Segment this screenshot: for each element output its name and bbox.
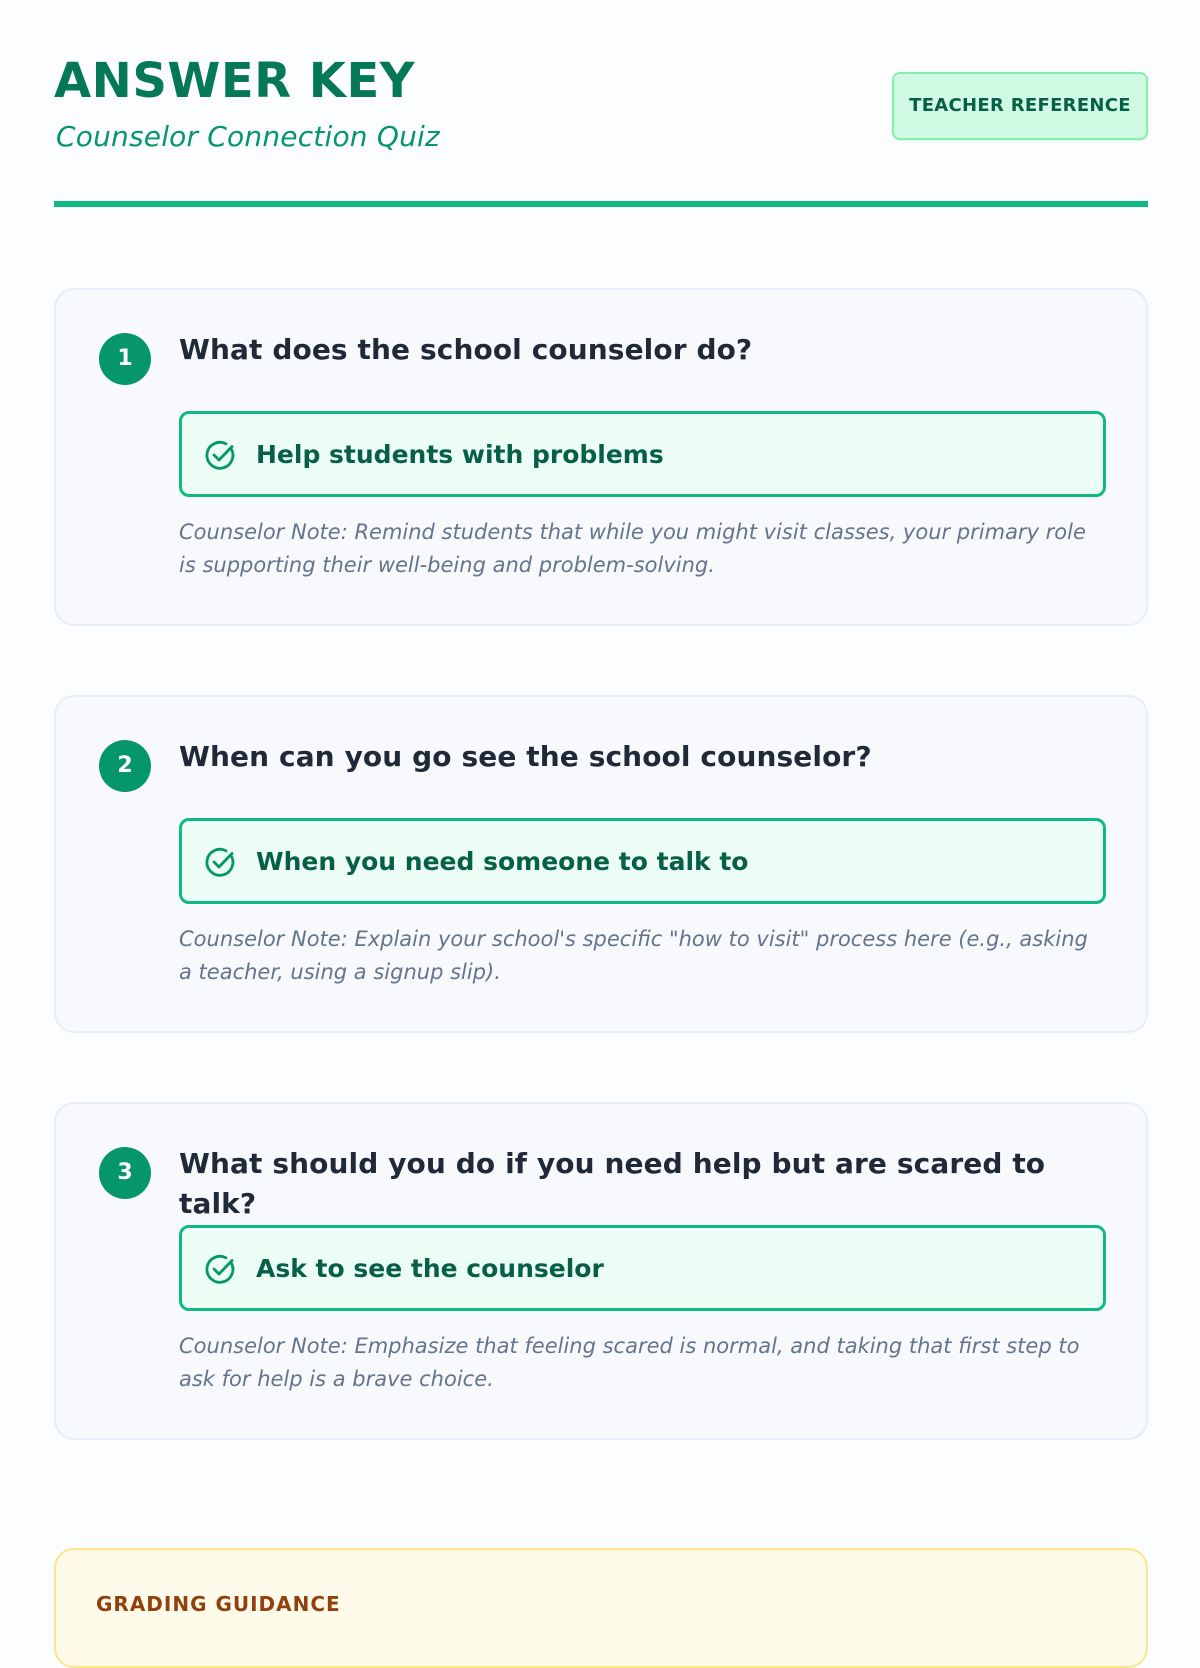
- answer-text: Help students with problems: [256, 440, 664, 469]
- question-number-badge: 3: [99, 1147, 151, 1199]
- check-circle-icon: [202, 1251, 238, 1287]
- question-card: [54, 1102, 1148, 1440]
- question-number-badge: 1: [99, 333, 151, 385]
- question-text: What should you do if you need help but are scared to talk?: [179, 1147, 1046, 1220]
- answer-text: Ask to see the counselor: [256, 1254, 604, 1283]
- answer-text: When you need someone to talk to: [256, 847, 749, 876]
- check-circle-icon: [202, 437, 238, 473]
- question-card: [54, 695, 1148, 1033]
- quiz-subtitle: Counselor Connection Quiz: [56, 120, 440, 153]
- check-circle-icon: [202, 844, 238, 880]
- counselor-note: Counselor Note: Remind students that while you might visit classes, your primary role is supporting their well-being and problem-solving.: [179, 520, 1086, 577]
- question-number-badge: 2: [99, 740, 151, 792]
- page-title: ANSWER KEY: [54, 53, 416, 109]
- grading-guidance-box: [54, 1548, 1148, 1668]
- counselor-note: Counselor Note: Emphasize that feeling scared is normal, and taking that first step to ask for help is a brave choice.: [179, 1334, 1080, 1391]
- question-text: What does the school counselor do?: [179, 333, 753, 366]
- question-card: [54, 288, 1148, 626]
- question-text: When can you go see the school counselor?: [179, 740, 872, 773]
- correct-answer-box: [179, 411, 1106, 497]
- correct-answer-box: [179, 1225, 1106, 1311]
- counselor-note: Counselor Note: Explain your school's specific "how to visit" process here (e.g., asking a teacher, using a signup slip).: [179, 927, 1088, 984]
- teacher-reference-badge: TEACHER REFERENCE: [892, 72, 1148, 140]
- header-divider: [54, 201, 1148, 207]
- answer-key-header: [54, 52, 1148, 204]
- correct-answer-box: [179, 818, 1106, 904]
- grading-guidance-title: GRADING GUIDANCE: [96, 1592, 341, 1616]
